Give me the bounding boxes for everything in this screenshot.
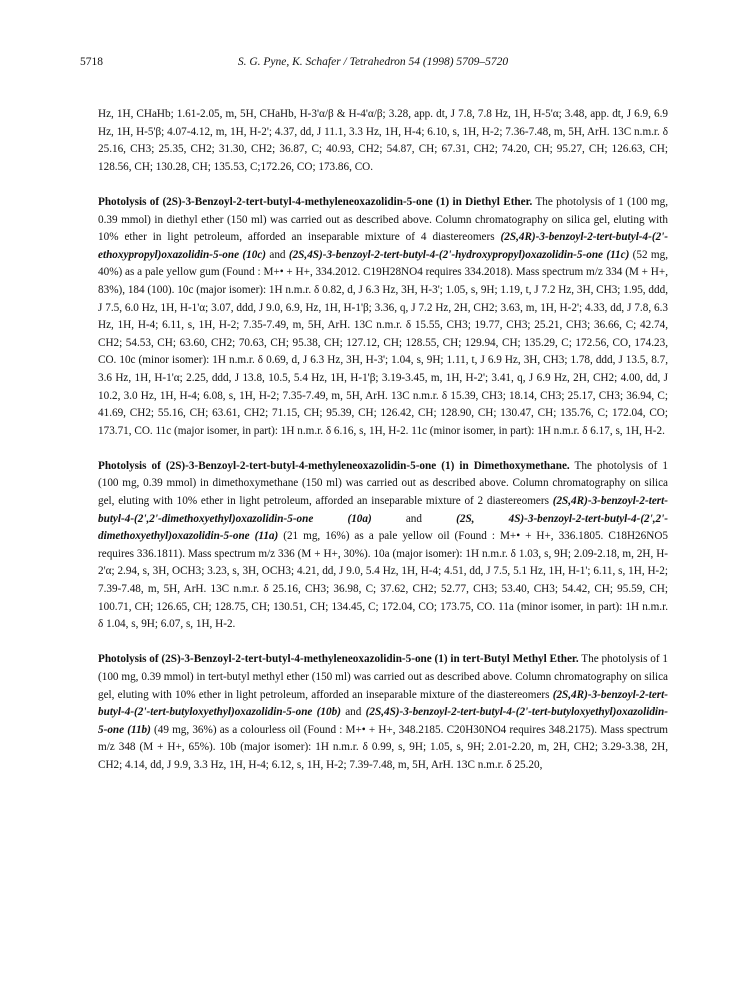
compound-name: (2S,4S)-3-benzoyl-2-tert-butyl-4-(2'-tert-butyloxyethyl)oxazolidin-5-one (11b) [98,706,668,736]
compound-name: (2S,4R)-3-benzoyl-2-tert-butyl-4-(2',2'-dimethoxyethyl)oxazolidin-5-one (10a) [98,495,668,525]
paragraph-text: The photolysis of 1 (100 mg, 0.39 mmol) in tert-butyl methyl ether (150 ml) was carried out as described above. Column chromatography on silica gel, eluting with 10% ether in light petroleum, afforded an inseparable mixture of the diastereomers [98,653,668,701]
paragraph-text: and [371,512,457,525]
compound-name: (2S,4R)-3-benzoyl-2-tert-butyl-4-(2'-ethoxypropyl)oxazolidin-5-one (10c) [98,231,668,261]
paragraph-text: and [340,706,366,719]
paragraph-text: The photolysis of 1 (100 mg, 0.39 mmol) in diethyl ether (150 ml) was carried out as described above. Column chromatography on silica gel, eluting with 10% ether in light petroleum, afforded an inseparable mixture of 4 diastereomers [98,195,668,244]
section-heading: Photolysis of (2S)-3-Benzoyl-2-tert-butyl-4-methyleneoxazolidin-5-one (1) in Dimethoxymethane. [98,459,570,472]
compound-name: (2S,4R)-3-benzoyl-2-tert-butyl-4-(2'-tert-butyloxyethyl)oxazolidin-5-one (10b) [98,688,668,719]
article-body [98,106,668,792]
section-heading: Photolysis of (2S)-3-Benzoyl-2-tert-butyl-4-methyleneoxazolidin-5-one (1) in Diethyl Ether. [98,195,533,208]
compound-name: (2S, 4S)-3-benzoyl-2-tert-butyl-4-(2',2'-dimethoxyethyl)oxazolidin-5-one (11a) [98,512,668,543]
diethyl-ether-paragraph [98,194,668,440]
nmr-data-paragraph [98,106,668,176]
paragraph-text: (52 mg, 40%) as a pale yellow gum (Found : M+• + H+, 334.2012. C19H28NO4 requires 334.2018). Mass spectrum m/z 334 (M + H+, 83%), 184 (100). 10c (major isomer): 1H n.m.r. δ 0.82, d, J 6.3 Hz, 3H, H-3'; 1.05, s, 9H; 1.19, t, J 7.2 Hz, 3H, CH3; 1.95, ddd, J 7.5, 6.0 Hz, 1H, H-1'α; 3.07, ddd, J 9.0, 6.9, Hz, 1H, H-1'β; 3.36, q, J 7.2 Hz, 2H, CH2; 3.63, m, 1H, H-2'; 4.33, dd, J 7.8, 6.3 Hz, 1H, H-4; 6.11, s, 1H, H-2; 7.35-7.49, m, 5H, ArH. 13C n.m.r. δ 15.55, CH3; 19.77, CH3; 25.21, CH3; 36.66, C; 42.74, CH2; 54.53, CH; 63.60, CH2; 70.63, CH; 95.38, CH; 127.12, CH; 128.55, CH; 129.94, CH; 135.29, C; 172.56, CO, 174.23, CO. 10c (minor isomer): 1H n.m.r. δ 0.69, d, J 6.3 Hz, 3H, H-3'; 1.04, s, 9H; 1.11, t, J 6.9 Hz, 3H, CH3; 1.78, ddd, J 13.5, 8.7, 3.6 Hz, 1H, H-1'α; 2.25, ddd, J 13.8, 10.5, 5.4 Hz, 1H, H-1'β; 3.19-3.45, m, 1H, H-2'; 3.41, q, J 6.9 Hz, 2H, CH2; 4.00, dd, J 10.2, 3.0 Hz, 1H, H-4; 6.08, s, 1H, H-2; 7.35-7.49, m, 5H, ArH. 13C n.m.r. δ 15.39, CH3; 18.14, CH3; 25.17, CH3; 36.94, C; 41.69, CH2; 55.16, CH; 63.61, CH2; 71.15, CH; 95.39, CH; 126.42, CH; 128.90, CH; 130.47, CH; 135.76, C; 172.04, CO; 173.71, CO. 11c (major isomer, in part): 1H n.m.r. δ 6.16, s, 1H, H-2. 11c (minor isomer, in part): 1H n.m.r. δ 6.17, s, 1H, H-2. [98,248,669,437]
paragraph-text: The photolysis of 1 (100 mg, 0.39 mmol) in dimethoxymethane (150 ml) was carried out as described above. Column chromatography on silica gel, eluting with 10% ether in light petroleum, afforded an inseparable mixture of 2 diastereomers [98,459,668,508]
paragraph-text: (49 mg, 36%) as a colourless oil (Found : M+• + H+, 348.2185. C20H30NO4 requires 348.2175). Mass spectrum m/z 348 (M + H+, 65%). 10b (major isomer): 1H n.m.r. δ 0.99, s, 9H; 1.05, s, 9H; 2.01-2.20, m, 2H, CH2; 3.29-3.38, 2H, CH2; 4.14, dd, J 9.9, 3.3 Hz, 1H, H-4; 6.12, s, 1H, H-2; 7.39-7.48, m, 5H, ArH. 13C n.m.r. δ 25.20, [98,723,668,771]
running-head: S. G. Pyne, K. Schafer / Tetrahedron 54 (1998) 5709–5720 [237,56,509,68]
page-header [80,56,666,72]
tert-butyl-methyl-ether-paragraph [98,651,668,774]
section-heading: Photolysis of (2S)-3-Benzoyl-2-tert-butyl-4-methyleneoxazolidin-5-one (1) in tert-Butyl Methyl Ether. [98,653,579,666]
paragraph-text: Hz, 1H, CHaHb; 1.61-2.05, m, 5H, CHaHb, H-3'α/β & H-4'α/β; 3.28, app. dt, J 7.8, 7.8 Hz, 1H, H-5'α; 3.48, app. dt, J 6.9, 6.9 Hz, 1H, H-5'β; 4.07-4.12, m, 1H, H-2'; 4.37, dd, J 11.1, 3.3 Hz, 1H, H-4; 6.10, s, 1H, H-2; 7.36-7.48, m, 5H, ArH. 13C n.m.r. δ 25.16, CH3; 25.35, CH2; 31.30, CH2; 36.87, C; 40.93, CH2; 54.87, CH; 67.31, CH2; 74.20, CH; 95.27, CH; 126.63, CH; 128.56, CH; 130.28, CH; 135.53, C;172.26, CO; 173.86, CO. [98,108,668,173]
compound-name: (2S,4S)-3-benzoyl-2-tert-butyl-4-(2'-hydroxypropyl)oxazolidin-5-one (11c) [288,248,630,261]
dimethoxymethane-paragraph [98,458,668,634]
paragraph-text: (21 mg, 16%) as a pale yellow oil (Found : M+• + H+, 336.1805. C18H26NO5 requires 336.1811). Mass spectrum m/z 336 (M + H+, 30%). 10a (major isomer): 1H n.m.r. δ 1.03, s, 9H; 2.09-2.18, m, 2H, H-2'α; 2.94, s, 3H, OCH3; 3.23, s, 3H, OCH3; 4.21, dd, J 9.0, 5.4 Hz, 1H, H-4; 4.51, dd, J 7.5, 5.1 Hz, 1H, H-1'; 6.11, s, 1H, H-2; 7.39-7.48, m, 5H, ArH. 13C n.m.r. δ 25.16, CH3; 36.98, C; 37.62, CH2; 52.77, CH3; 53.40, CH3; 54.42, CH; 95.59, CH; 100.71, CH; 126.65, CH; 128.75, CH; 130.51, CH; 134.45, C; 172.04, CO; 173.75, CO. 11a (minor isomer, in part): 1H n.m.r. δ 1.04, s, 9H; 6.07, s, 1H, H-2. [98,530,668,631]
paragraph-text: and [266,248,289,261]
page-number: 5718 [80,56,103,68]
